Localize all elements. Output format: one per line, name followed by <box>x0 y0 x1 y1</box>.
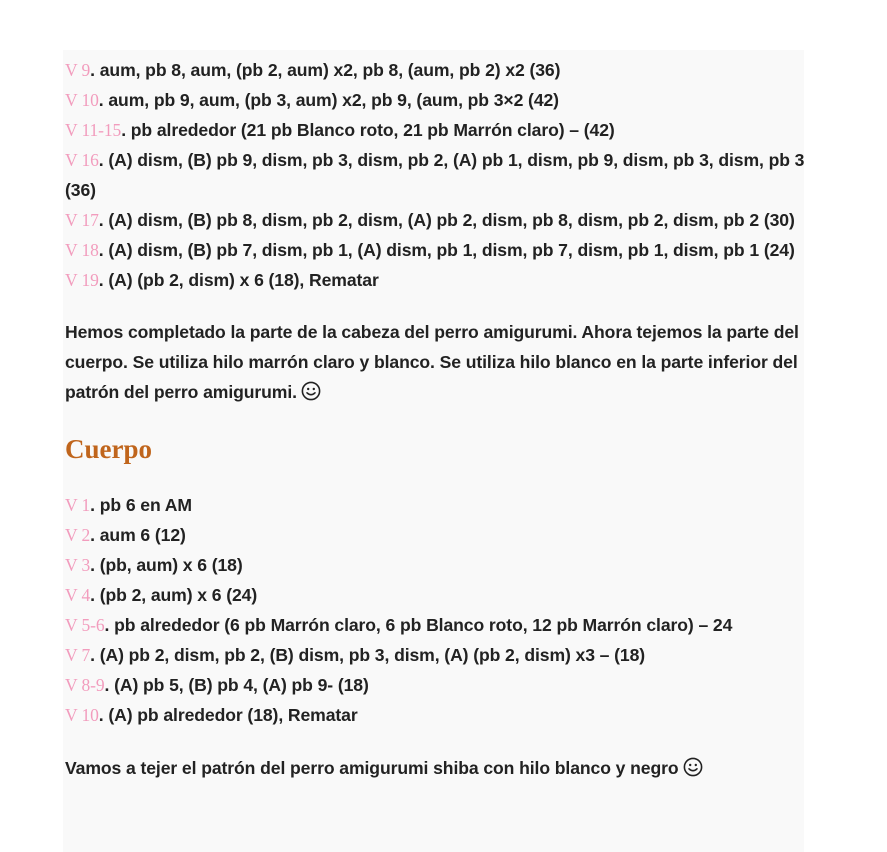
round-item <box>65 640 805 670</box>
round-item <box>65 550 805 580</box>
shiba-intro-paragraph <box>65 753 805 786</box>
round-text: . aum 6 (12) <box>90 525 186 545</box>
round-text: . (A) dism, (B) pb 8, dism, pb 2, dism, (A) pb 2, dism, pb 8, dism, pb 2, dism, pb 2 (30) <box>98 210 795 230</box>
slightly-smiling-face-icon <box>683 756 703 786</box>
paragraph-text: Hemos completado la parte de la cabeza del perro amigurumi. Ahora tejemos la parte del cuerpo. Se utiliza hilo marrón claro y blanco. Se utiliza hilo blanco en la parte inferior del patrón del perro amigurumi. <box>65 322 799 402</box>
round-label: V 5-6 <box>65 615 105 635</box>
round-label: V 16 <box>65 150 99 170</box>
head-rounds-list <box>65 55 805 295</box>
round-text: . pb alrededor (21 pb Blanco roto, 21 pb Marrón claro) – (42) <box>121 120 615 140</box>
round-item <box>65 205 805 235</box>
round-text: . aum, pb 8, aum, (pb 2, aum) x2, pb 8, (aum, pb 2) x2 (36) <box>90 60 561 80</box>
round-text: . pb alrededor (6 pb Marrón claro, 6 pb Blanco roto, 12 pb Marrón claro) – 24 <box>104 615 733 635</box>
round-item <box>65 700 805 730</box>
round-label: V 2 <box>65 525 91 545</box>
round-label: V 10 <box>65 705 99 725</box>
round-item <box>65 85 805 115</box>
round-text: . (A) dism, (B) pb 7, dism, pb 1, (A) dism, pb 1, dism, pb 7, dism, pb 1, dism, pb 1 (24) <box>98 240 795 260</box>
round-text: . (A) (pb 2, dism) x 6 (18), Rematar <box>98 270 379 290</box>
round-item <box>65 115 805 145</box>
round-text: . (pb 2, aum) x 6 (24) <box>90 585 258 605</box>
article-body <box>63 55 805 786</box>
round-label: V 18 <box>65 240 99 260</box>
round-text: . (pb, aum) x 6 (18) <box>90 555 243 575</box>
round-text: . (A) pb 2, dism, pb 2, (B) dism, pb 3, dism, (A) (pb 2, dism) x3 – (18) <box>90 645 646 665</box>
round-label: V 19 <box>65 270 99 290</box>
round-text: . (A) pb alrededor (18), Rematar <box>98 705 358 725</box>
round-label: V 7 <box>65 645 91 665</box>
round-item <box>65 520 805 550</box>
round-item <box>65 670 805 700</box>
round-label: V 8-9 <box>65 675 105 695</box>
round-label: V 9 <box>65 60 91 80</box>
round-item <box>65 610 805 640</box>
round-item <box>65 265 805 295</box>
round-label: V 1 <box>65 495 91 515</box>
round-item <box>65 580 805 610</box>
head-complete-paragraph <box>65 317 805 410</box>
body-rounds-list <box>65 490 805 730</box>
round-label: V 4 <box>65 585 91 605</box>
article-content <box>63 50 804 852</box>
round-item <box>65 145 805 205</box>
round-text: . (A) dism, (B) pb 9, dism, pb 3, dism, pb 2, (A) pb 1, dism, pb 9, dism, pb 3, dism, pb 3 (36) <box>65 150 805 200</box>
round-label: V 3 <box>65 555 91 575</box>
round-text: . aum, pb 9, aum, (pb 3, aum) x2, pb 9, (aum, pb 3×2 (42) <box>98 90 559 110</box>
round-label: V 17 <box>65 210 99 230</box>
slightly-smiling-face-icon <box>301 380 321 410</box>
round-text: . (A) pb 5, (B) pb 4, (A) pb 9- (18) <box>104 675 369 695</box>
round-item <box>65 55 805 85</box>
round-text: . pb 6 en AM <box>90 495 192 515</box>
section-heading-cuerpo: Cuerpo <box>65 434 152 464</box>
round-label: V 11-15 <box>65 120 122 140</box>
round-item <box>65 490 805 520</box>
round-label: V 10 <box>65 90 99 110</box>
round-item <box>65 235 805 265</box>
paragraph-text: Vamos a tejer el patrón del perro amigurumi shiba con hilo blanco y negro <box>65 758 679 778</box>
